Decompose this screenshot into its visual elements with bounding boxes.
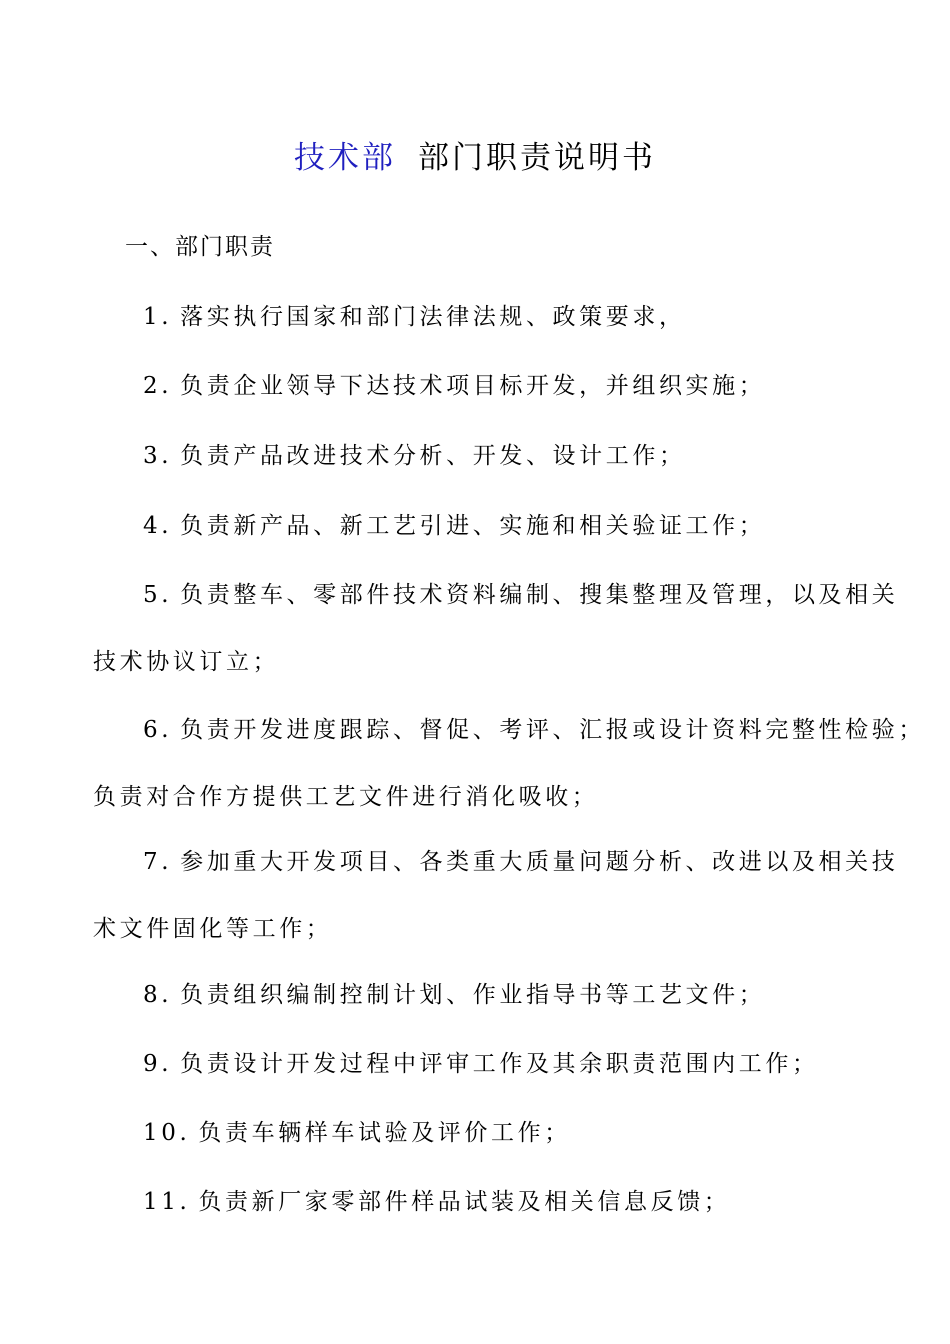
duty-item-text: 负责设计开发过程中评审工作及其余职责范围内工作； — [180, 1051, 819, 1077]
duty-item-text: 负责企业领导下达技术项目标开发，并组织实施； — [180, 373, 766, 399]
duty-item-7 — [93, 844, 899, 947]
title-heading: 部门职责说明书 — [418, 140, 656, 176]
duty-item-text: 负责新厂家零部件样品试装及相关信息反馈； — [198, 1189, 731, 1215]
duty-item-10 — [93, 1115, 893, 1151]
department-name: 技术部 — [294, 140, 396, 176]
duty-item-9 — [93, 1046, 893, 1082]
duty-item-8 — [93, 977, 893, 1013]
duty-item-line — [93, 977, 893, 1013]
duty-item-text: 负责新产品、新工艺引进、实施和相关验证工作； — [180, 513, 766, 539]
duty-item-number: 1. — [143, 304, 173, 330]
section-heading: 一、部门职责 — [125, 234, 275, 260]
duty-item-number: 2. — [143, 373, 173, 399]
duty-item-3 — [93, 438, 893, 474]
duty-item-4 — [93, 508, 893, 544]
duty-item-line — [93, 1046, 893, 1082]
duty-item-number: 4. — [143, 513, 173, 539]
page-title — [0, 135, 950, 181]
duty-item-number: 11. — [143, 1189, 191, 1215]
duty-item-line — [93, 438, 893, 474]
duty-item-2 — [93, 368, 893, 404]
duty-item-line — [93, 1115, 893, 1151]
duty-item-continuation: 技术协议订立； — [93, 649, 280, 675]
duty-item-number: 7. — [143, 849, 173, 875]
duty-item-number: 10. — [143, 1120, 191, 1146]
duty-item-1 — [93, 299, 893, 335]
duty-item-number: 3. — [143, 443, 173, 469]
duty-item-number: 9. — [143, 1051, 173, 1077]
duty-item-text: 负责产品改进技术分析、开发、设计工作； — [180, 443, 686, 469]
duty-item-line — [93, 508, 893, 544]
duty-item-number: 6. — [143, 717, 173, 743]
duty-item-line — [93, 368, 893, 404]
duty-item-continuation: 负责对合作方提供工艺文件进行消化吸收； — [93, 784, 599, 810]
duty-item-line — [93, 712, 925, 748]
duty-item-line — [93, 844, 899, 880]
duty-item-line — [93, 299, 893, 335]
duty-item-text: 参加重大开发项目、各类重大质量问题分析、改进以及相关技 — [180, 849, 899, 875]
duty-item-6 — [93, 712, 925, 815]
duty-item-text: 负责整车、零部件技术资料编制、搜集整理及管理，以及相关 — [180, 582, 899, 608]
duty-item-text: 负责开发进度跟踪、督促、考评、汇报或设计资料完整性检验； — [180, 717, 925, 743]
duty-item-line — [93, 1184, 893, 1220]
duty-item-text: 负责车辆样车试验及评价工作； — [198, 1120, 571, 1146]
duty-item-text: 负责组织编制控制计划、作业指导书等工艺文件； — [180, 982, 766, 1008]
duty-item-number: 8. — [143, 982, 173, 1008]
duty-item-number: 5. — [143, 582, 173, 608]
duty-item-line — [93, 577, 899, 613]
duty-item-text: 落实执行国家和部门法律法规、政策要求， — [180, 304, 686, 330]
duty-item-continuation: 术文件固化等工作； — [93, 916, 333, 942]
duty-item-11 — [93, 1184, 893, 1220]
duty-item-5 — [93, 577, 899, 680]
